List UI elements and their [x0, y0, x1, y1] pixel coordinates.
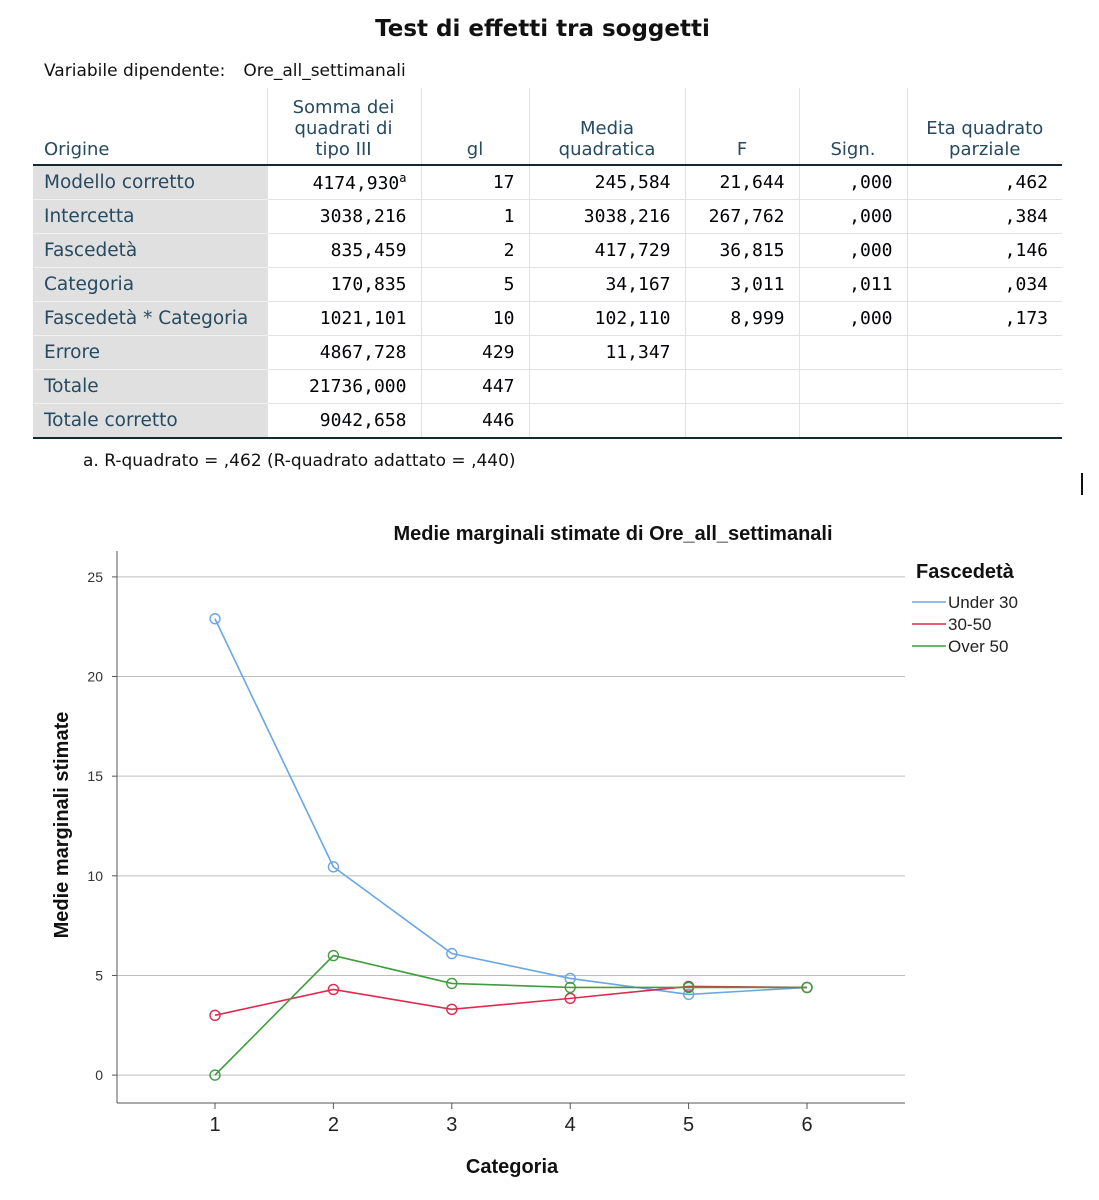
- cell-eta-value: ,034: [1004, 274, 1048, 295]
- cell-media-value: 417,729: [594, 240, 671, 261]
- cell-gl-value: 1: [503, 206, 515, 227]
- cell-sign-value: ,011: [849, 274, 893, 295]
- row-label: Errore: [33, 336, 267, 370]
- row-label: Totale: [33, 370, 267, 404]
- legend-label-30-50: 30-50: [948, 615, 992, 634]
- cell-f-value: 3,011: [730, 274, 785, 295]
- y-tick-label: 25: [87, 568, 103, 585]
- cell-gl-value: 5: [503, 274, 515, 295]
- cell-media-value: 11,347: [605, 342, 671, 363]
- cell-sign-value: ,000: [849, 308, 893, 329]
- cell-eta-value: ,173: [1004, 308, 1048, 329]
- y-axis-label: Medie marginali stimate: [51, 711, 73, 939]
- cell-somma-value: 4174,930: [312, 173, 400, 194]
- chart-title: Medie marginali stimate di Ore_all_settimanali: [393, 523, 833, 545]
- legend: [912, 561, 1018, 656]
- header-gl: gl: [421, 88, 529, 165]
- cell-eta-value: ,146: [1004, 240, 1048, 261]
- cell-somma-value: 9042,658: [319, 410, 407, 431]
- y-tick-label: 15: [87, 768, 103, 785]
- cell-somma-value: 21736,000: [308, 376, 407, 397]
- series-line-over-50: [215, 956, 807, 1076]
- cell-somma-value: 4867,728: [319, 342, 407, 363]
- x-tick-label: 4: [564, 1114, 576, 1136]
- x-tick-label: 2: [327, 1114, 339, 1136]
- dependent-variable-label: Variabile dipendente:: [44, 61, 226, 81]
- legend-title: Fascedetà: [916, 561, 1014, 583]
- y-tick-label: 0: [95, 1067, 103, 1084]
- table-footnote: a. R-quadrato = ,462 (R-quadrato adattato = ,440): [83, 451, 516, 471]
- legend-label-over-50: Over 50: [948, 637, 1009, 656]
- cell-f-value: 267,762: [708, 206, 785, 227]
- cell-f-value: 21,644: [719, 172, 785, 193]
- y-tick-label: 10: [87, 867, 103, 884]
- header-sign: Sign.: [799, 88, 907, 165]
- cell-media-value: 34,167: [605, 274, 671, 295]
- axes-layer: [87, 551, 905, 1136]
- cell-f-value: 36,815: [719, 240, 785, 261]
- cell-sign-value: ,000: [849, 172, 893, 193]
- header-f: F: [685, 88, 799, 165]
- row-label: Fascedetà: [33, 234, 267, 268]
- cell-gl-value: 10: [492, 308, 515, 329]
- cell-media-value: 102,110: [594, 308, 671, 329]
- y-tick-label: 5: [95, 967, 103, 984]
- x-tick-label: 5: [683, 1114, 695, 1136]
- grid-layer: [117, 577, 905, 1075]
- cell-somma-value: 1021,101: [319, 308, 407, 329]
- footnote-mark: a: [399, 171, 407, 185]
- cell-gl-value: 429: [481, 342, 515, 363]
- x-tick-label: 1: [209, 1114, 221, 1136]
- row-label: Totale corretto: [33, 404, 267, 439]
- cell-gl-value: 17: [492, 172, 515, 193]
- row-label: Intercetta: [33, 200, 267, 234]
- cell-eta-value: ,462: [1004, 172, 1048, 193]
- cell-somma-value: 3038,216: [319, 206, 407, 227]
- row-label: Categoria: [33, 268, 267, 302]
- cell-somma-value: 835,459: [330, 240, 407, 261]
- cell-media-value: 245,584: [594, 172, 671, 193]
- x-axis-label: Categoria: [465, 1156, 559, 1178]
- x-tick-label: 6: [801, 1114, 813, 1136]
- header-origine: Origine: [33, 88, 267, 165]
- cell-sign-value: ,000: [849, 240, 893, 261]
- cell-gl-value: 2: [503, 240, 515, 261]
- series-line-under-30: [215, 619, 807, 995]
- cell-f-value: 8,999: [730, 308, 785, 329]
- dependent-variable-value: Ore_all_settimanali: [243, 61, 406, 81]
- header-eta-text: Eta quadrato parziale: [926, 118, 1044, 160]
- cell-sign-value: ,000: [849, 206, 893, 227]
- row-label: Fascedetà * Categoria: [33, 302, 267, 336]
- table-title: Test di effetti tra soggetti: [375, 16, 710, 42]
- cell-media-value: 3038,216: [583, 206, 671, 227]
- header-media-text: Media quadratica: [558, 118, 656, 160]
- series-line-30-50: [215, 986, 807, 1015]
- header-somma-text: Somma dei quadrati di tipo III: [292, 97, 395, 160]
- cell-gl-value: 446: [481, 410, 515, 431]
- cell-eta-value: ,384: [1004, 206, 1048, 227]
- y-tick-label: 20: [87, 668, 103, 685]
- legend-label-under-30: Under 30: [948, 593, 1018, 612]
- cell-gl-value: 447: [481, 376, 515, 397]
- series-layer: [210, 614, 812, 1080]
- x-tick-label: 3: [446, 1114, 458, 1136]
- cell-somma-value: 170,835: [330, 274, 407, 295]
- row-label: Modello corretto: [33, 165, 267, 200]
